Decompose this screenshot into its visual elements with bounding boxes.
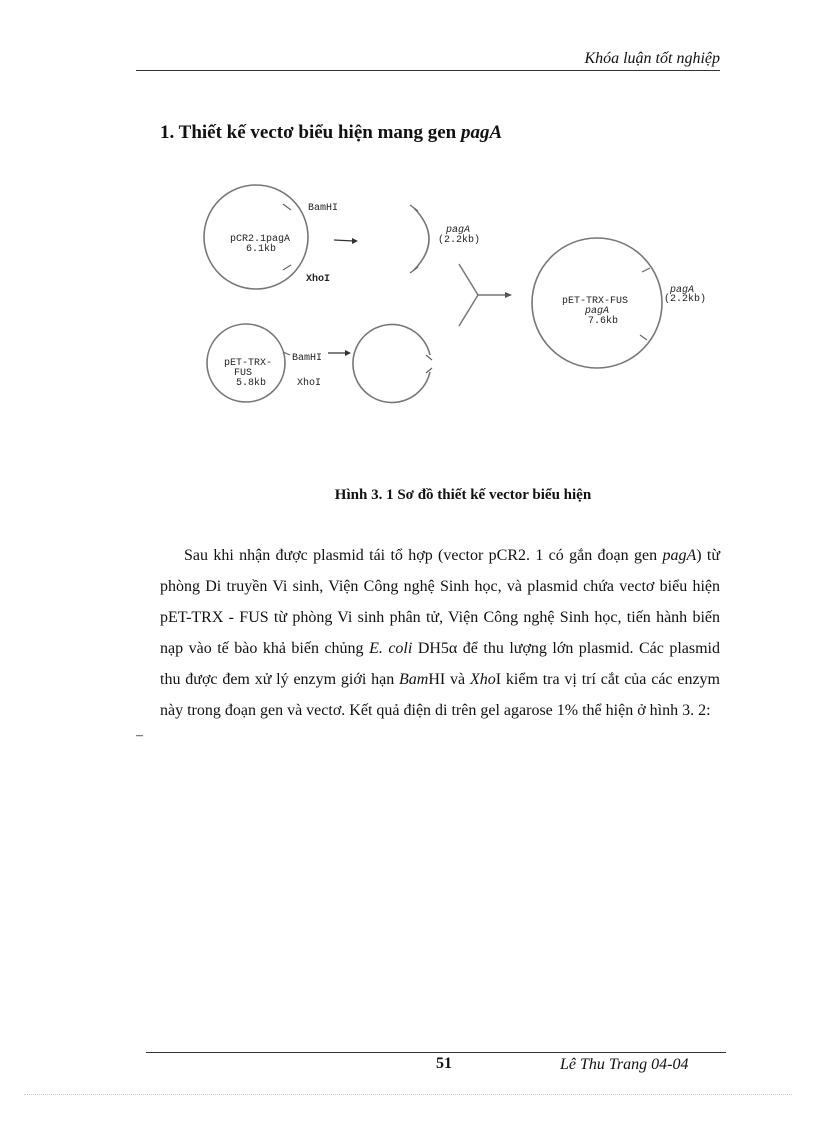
product-insert-gene: pagA [670,285,695,296]
heading-text: 1. Thiết kế vectơ biểu hiện mang gen [160,122,461,143]
product-insert-size: (2.2kb) [664,294,707,305]
footer-author: Lê Thu Trang 04-04 [560,1056,689,1073]
vector-construction-diagram [0,0,816,460]
margin-mark: – [136,728,143,743]
opened-vector-arc [353,324,430,402]
site-xhoi-bottom: XhoI [297,378,322,389]
plasmid-vector-name-line2: FUS [234,368,253,379]
insert-size-label: (2.2kb) [438,235,481,246]
plasmid-pcr-name: pCR2.1pagA [230,234,291,245]
insert-gene-label: pagA [446,225,471,236]
plasmid-vector-name-line1: pET-TRX- [224,358,273,369]
site-xhoi-top: XhoI [306,274,331,285]
figure-caption: Hình 3. 1 Sơ đồ thiết kế vector biểu hiện [334,487,592,503]
plasmid-pcr-size: 6.1kb [246,244,277,255]
site-bamhi-bottom: BamHI [292,353,323,364]
insert-fragment-arc [414,208,429,270]
site-bamhi-top: BamHI [308,203,339,214]
footer-rule [146,1052,726,1053]
product-gene: pagA [585,306,610,317]
header-title: Khóa luận tốt nghiệp [584,50,720,67]
heading-gene: pagA [461,122,503,143]
plasmid-vector-size: 5.8kb [236,378,267,389]
page-number: 51 [436,1055,452,1072]
body-paragraph: Sau khi nhận được plasmid tái tổ hợp (vector pCR2. 1 có gắn đoạn gen pagA) từ phòng Di truyền Vi sinh, Viện Công nghệ Sinh học, và plasmid chứa vectơ biểu hiện pET-TRX - FUS từ phòng Vi sinh phân tử, Viện Công nghệ Sinh học, tiến hành biến nạp vào tế bào khả biến chủng E. coli DH5α để thu lượng lớn plasmid. Các plasmid thu được đem xử lý enzym giới hạn BamHI và XhoI kiểm tra vị trí cắt của các enzym này trong đoạn gen và vectơ. Kết quả điện di trên gel agarose 1% thể hiện ở hình 3. 2: [160,547,720,719]
page-bottom-dotted-line [24,1094,792,1095]
product-name: pET-TRX-FUS [562,296,629,307]
arrow-to-insert [334,240,354,241]
product-size: 7.6kb [588,316,619,327]
